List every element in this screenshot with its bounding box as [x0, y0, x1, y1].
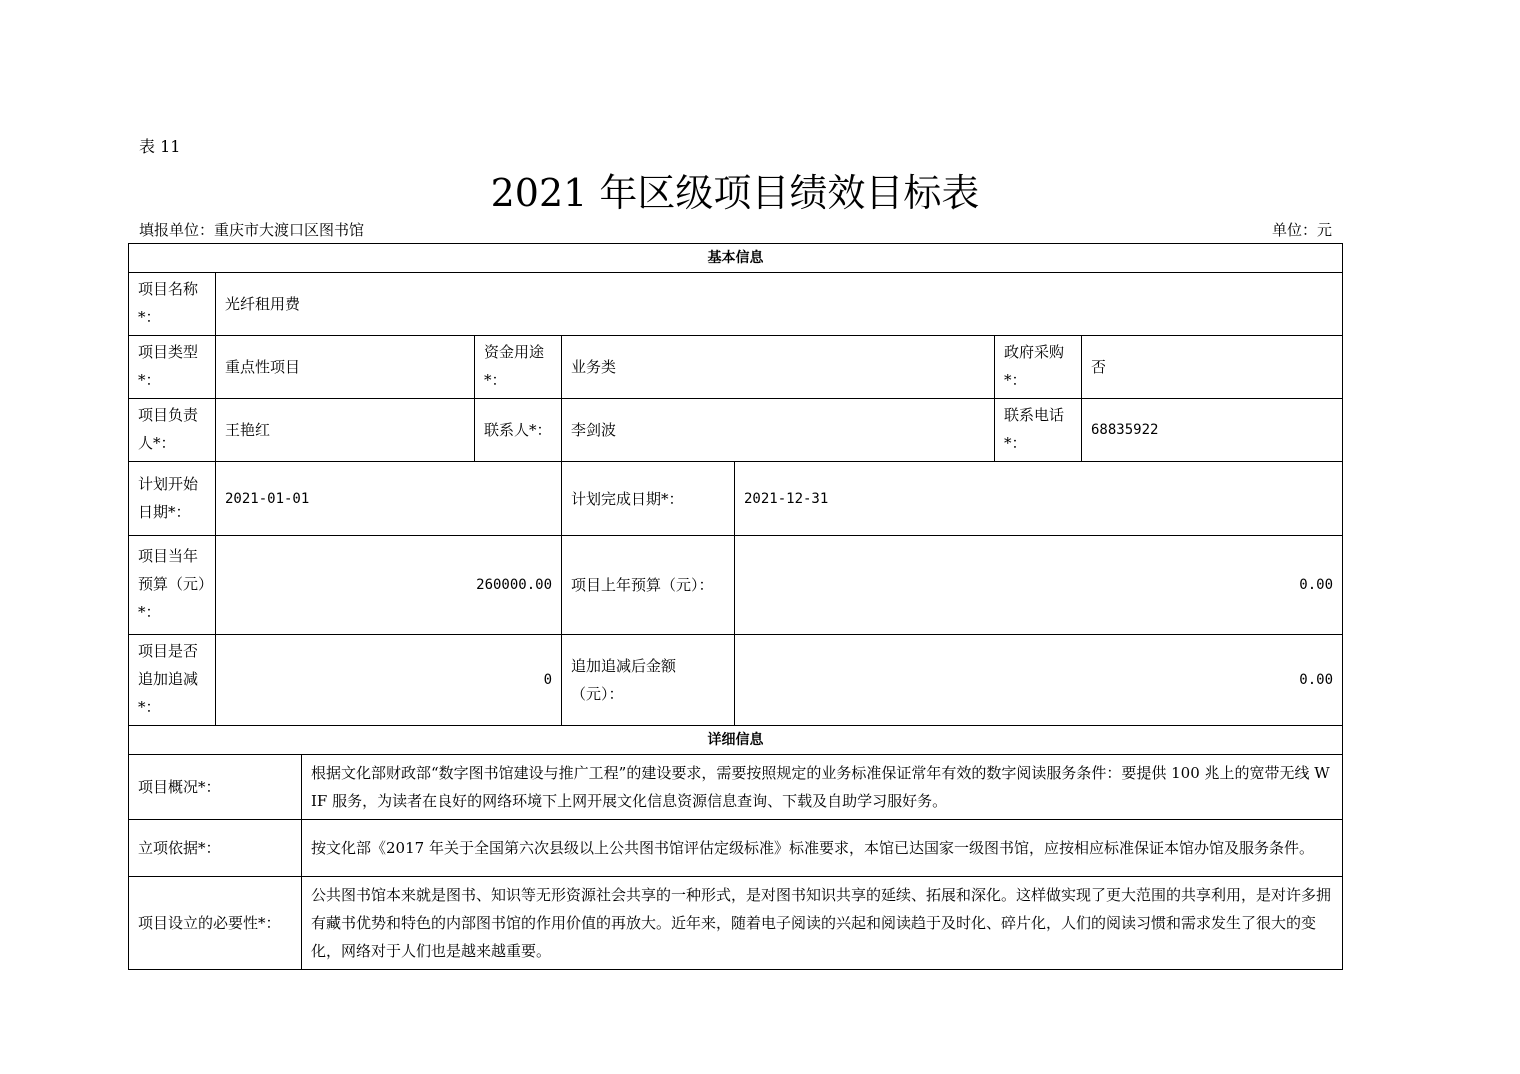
table-number: 表 11: [139, 137, 181, 156]
project-type-value: 重点性项目: [216, 336, 475, 399]
start-date-value: 2021-01-01: [216, 462, 562, 536]
section-basic-info: 基本信息: [129, 244, 1343, 273]
currency-unit: 单位：元: [1271, 221, 1332, 239]
end-date-value: 2021-12-31: [735, 462, 1343, 536]
contact-label: 联系人*：: [475, 399, 562, 462]
previous-budget-label: 项目上年预算（元）：: [562, 536, 735, 635]
overview-value: 根据文化部财政部“数字图书馆建设与推广工程”的建设要求，需要按照规定的业务标准保证常年有效的数字阅读服务条件：要提供 100 兆上的宽带无线 WIF 服务，为读者在良好的网络环境下上网开展文化信息资源信息查询、下载及自助学习服好务。: [302, 755, 1343, 820]
fund-use-label: 资金用途*：: [475, 336, 562, 399]
project-name-label: 项目名称*：: [129, 273, 216, 336]
adjusted-amount-label: 追加追减后金额（元）：: [562, 635, 735, 726]
end-date-label: 计划完成日期*：: [562, 462, 735, 536]
performance-table: [128, 243, 1343, 970]
basis-value: 按文化部《2017 年关于全国第六次县级以上公共图书馆评估定级标准》标准要求，本馆已达国家一级图书馆，应按相应标准保证本馆办馆及服务条件。: [302, 820, 1343, 877]
phone-label: 联系电话*：: [995, 399, 1082, 462]
contact-value: 李剑波: [562, 399, 995, 462]
project-leader-label: 项目负责人*：: [129, 399, 216, 462]
phone-value: 68835922: [1082, 399, 1343, 462]
adjust-label: 项目是否追加追减*：: [129, 635, 216, 726]
current-budget-label: 项目当年预算（元）*：: [129, 536, 216, 635]
necessity-label: 项目设立的必要性*：: [129, 877, 302, 970]
basis-label: 立项依据*：: [129, 820, 302, 877]
current-budget-value: 260000.00: [216, 536, 562, 635]
necessity-value: 公共图书馆本来就是图书、知识等无形资源社会共享的一种形式，是对图书知识共享的延续、拓展和深化。这样做实现了更大范围的共享利用，是对许多拥有藏书优势和特色的内部图书馆的作用价值的再放大。近年来，随着电子阅读的兴起和阅读趋于及时化、碎片化，人们的阅读习惯和需求发生了很大的变化，网络对于人们也是越来越重要。: [302, 877, 1343, 970]
filler-unit: 填报单位：重庆市大渡口区图书馆: [139, 221, 365, 239]
project-leader-value: 王艳红: [216, 399, 475, 462]
page-title: 2021 年区级项目绩效目标表: [490, 171, 980, 215]
overview-label: 项目概况*：: [129, 755, 302, 820]
procurement-label: 政府采购*：: [995, 336, 1082, 399]
fund-use-value: 业务类: [562, 336, 995, 399]
adjusted-amount-value: 0.00: [735, 635, 1343, 726]
start-date-label: 计划开始日期*：: [129, 462, 216, 536]
previous-budget-value: 0.00: [735, 536, 1343, 635]
section-detail-info: 详细信息: [129, 726, 1343, 755]
adjust-value: 0: [216, 635, 562, 726]
project-name-value: 光纤租用费: [216, 273, 1343, 336]
project-type-label: 项目类型*：: [129, 336, 216, 399]
procurement-value: 否: [1082, 336, 1343, 399]
